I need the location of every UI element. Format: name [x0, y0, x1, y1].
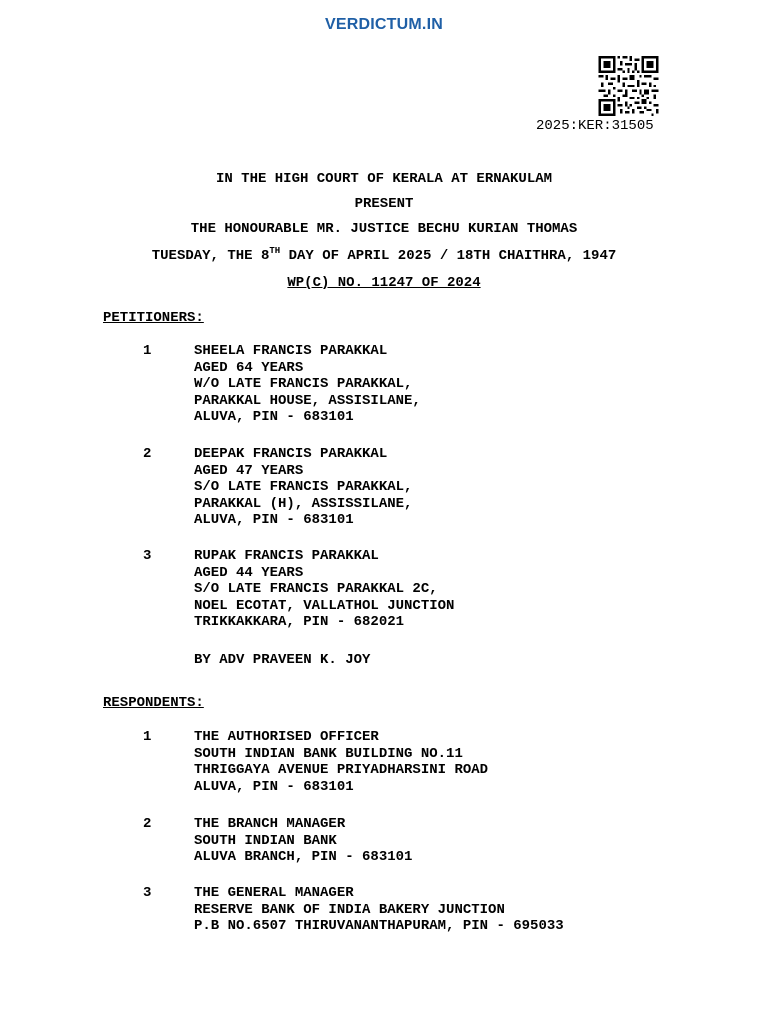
petitioners-heading: PETITIONERS: [103, 310, 204, 326]
party-relation: S/O LATE FRANCIS PARAKKAL, [194, 479, 413, 496]
party-number: 3 [143, 548, 152, 564]
party-details [194, 446, 412, 529]
petitioner-advocate: BY ADV PRAVEEN K. JOY [194, 652, 371, 668]
party-relation: S/O LATE FRANCIS PARAKKAL 2C, [194, 581, 438, 598]
party-number: 2 [143, 816, 152, 832]
judge-name: THE HONOURABLE MR. JUSTICE BECHU KURIAN THOMAS [190, 221, 578, 237]
party-name: RUPAK FRANCIS PARAKKAL [194, 548, 379, 564]
party-relation: W/O LATE FRANCIS PARAKKAL, [194, 376, 413, 393]
party-number: 1 [143, 729, 152, 745]
date-suffix: DAY OF APRIL 2025 / 18TH CHAITHRA, 1947 [280, 248, 617, 264]
court-title: IN THE HIGH COURT OF KERALA AT ERNAKULAM [215, 171, 553, 187]
party-address: PARAKKAL HOUSE, ASSISILANE, [194, 392, 421, 409]
party-name: THE AUTHORISED OFFICER [194, 729, 379, 745]
case-number-text: WP(C) NO. 11247 OF 2024 [287, 275, 481, 291]
party-number: 2 [143, 446, 152, 462]
party-details [194, 816, 412, 866]
party-details [194, 729, 488, 795]
party-address: SOUTH INDIAN BANK BUILDING NO.11 [194, 745, 463, 762]
party-pin: ALUVA BRANCH, PIN - 683101 [194, 849, 413, 866]
date-superscript: TH [269, 246, 281, 256]
party-details [194, 343, 421, 426]
party-name: THE GENERAL MANAGER [194, 885, 354, 901]
party-number: 3 [143, 885, 152, 901]
party-pin: TRIKKAKKARA, PIN - 682021 [194, 614, 405, 631]
party-name: THE BRANCH MANAGER [194, 816, 346, 832]
party-pin: ALUVA, PIN - 683101 [194, 778, 354, 795]
party-name: SHEELA FRANCIS PARAKKAL [194, 343, 388, 359]
party-details [194, 548, 454, 631]
qr-code-icon [597, 56, 660, 116]
party-number: 1 [143, 343, 152, 359]
party-age: AGED 64 YEARS [194, 359, 304, 376]
party-pin: ALUVA, PIN - 683101 [194, 409, 354, 426]
present-label: PRESENT [354, 196, 414, 212]
party-address: THRIGGAYA AVENUE PRIYADHARSINI ROAD [194, 762, 489, 779]
respondents-heading: RESPONDENTS: [103, 695, 204, 711]
party-address: PARAKKAL (H), ASSISSILANE, [194, 495, 413, 512]
hearing-date [0, 248, 768, 264]
party-pin: P.B NO.6507 THIRUVANANTHAPURAM, PIN - 695033 [194, 918, 564, 935]
party-age: AGED 44 YEARS [194, 564, 304, 581]
party-age: AGED 47 YEARS [194, 462, 304, 479]
party-address: NOEL ECOTAT, VALLATHOL JUNCTION [194, 597, 455, 614]
party-address: RESERVE BANK OF INDIA BAKERY JUNCTION [194, 901, 505, 918]
date-prefix: TUESDAY, THE 8 [151, 248, 270, 264]
neutral-citation: 2025:KER:31505 [536, 118, 654, 134]
party-name: DEEPAK FRANCIS PARAKKAL [194, 446, 388, 462]
party-pin: ALUVA, PIN - 683101 [194, 512, 354, 529]
site-name[interactable]: VERDICTUM.IN [325, 16, 443, 33]
case-number [0, 275, 768, 291]
party-address: SOUTH INDIAN BANK [194, 832, 337, 849]
party-details [194, 885, 564, 935]
